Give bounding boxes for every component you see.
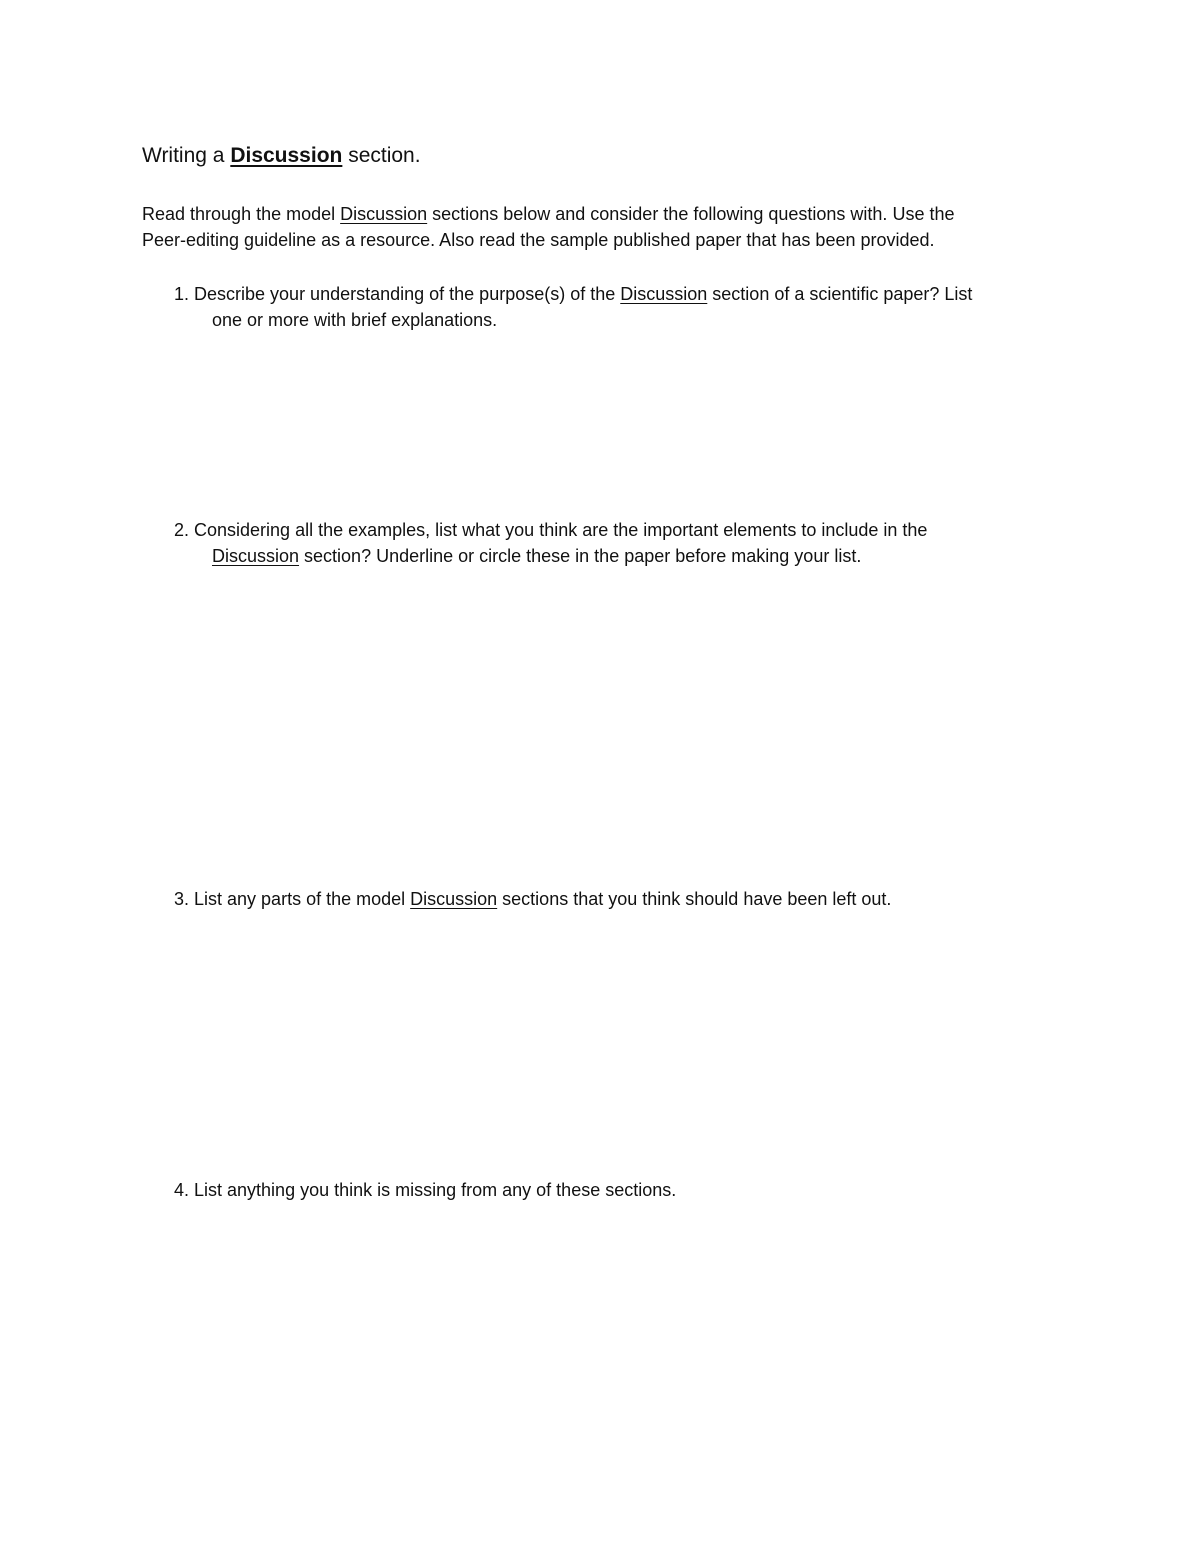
question-number: 4. [174, 1180, 190, 1200]
question-1-line-2: one or more with brief explanations. [212, 310, 498, 330]
intro-underlined-term: Discussion [340, 204, 428, 224]
question-number: 3. [174, 889, 190, 909]
question-text: List any parts of the model [189, 889, 411, 909]
question-4 [174, 1177, 1064, 1203]
intro-text: sections below and consider the following questions with. Use the [427, 204, 955, 224]
question-2-line-1 [174, 517, 1064, 543]
question-number: 2. [174, 520, 190, 540]
question-text: sections that you think should have been left out. [497, 889, 892, 909]
question-3 [174, 886, 1064, 912]
question-3-line-1 [174, 886, 1064, 912]
question-2 [174, 517, 1064, 569]
intro-line-2: Peer-editing guideline as a resource. Also read the sample published paper that has been provided. [142, 230, 935, 250]
question-text: section of a scientific paper? List [707, 284, 973, 304]
question-text: section? Underline or circle these in the paper before making your list. [299, 546, 862, 566]
question-text: List anything you think is missing from any of these sections. [189, 1180, 677, 1200]
title-emphasis: Discussion [230, 144, 343, 167]
question-text: Considering all the examples, list what you think are the important elements to include in the [189, 520, 928, 540]
question-1 [174, 281, 1064, 333]
intro-line-1 [142, 201, 1072, 227]
question-number: 1. [174, 284, 190, 304]
question-underlined-term: Discussion [410, 889, 498, 909]
question-underlined-term: Discussion [620, 284, 708, 304]
question-1-line-1 [174, 281, 1064, 307]
question-underlined-term: Discussion [212, 546, 300, 566]
question-2-line-2 [174, 543, 1064, 569]
question-4-line-1 [174, 1177, 1064, 1203]
title-prefix: Writing a [142, 144, 231, 167]
intro-paragraph [142, 201, 1072, 253]
intro-text: Read through the model [142, 204, 341, 224]
title-suffix: section. [342, 144, 421, 167]
question-text: Describe your understanding of the purpose(s) of the [189, 284, 621, 304]
page-title [142, 142, 421, 170]
